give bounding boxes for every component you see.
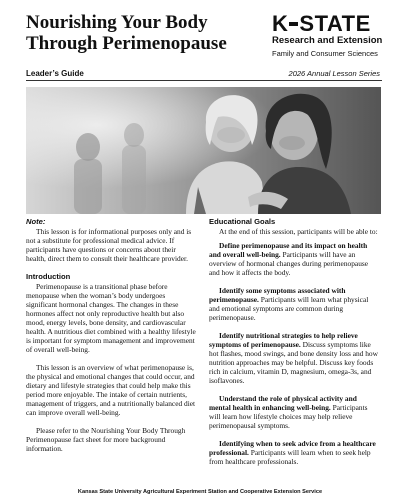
goal-text: Participants will have an overview of hormonal changes during perimenopause and how it affects the body. — [209, 250, 369, 277]
goal-title: Identify nutritional strategies to help relieve symptoms of perimenopause. — [209, 331, 358, 349]
educational-goals-heading: Educational Goals — [209, 217, 276, 226]
logo-research-extension: Research and Extension — [272, 35, 383, 46]
logo-wordmark — [272, 11, 384, 36]
goal-item — [209, 286, 379, 322]
goals-intro: At the end of this session, participants will be able to: — [219, 227, 378, 236]
logo-state: STATE — [299, 11, 371, 36]
kstate-logo — [272, 11, 384, 60]
page-title: Nourishing Your Body Through Perimenopause — [26, 12, 227, 54]
intro-paragraph-2: This lesson is an overview of what perimenopause is, the physical and emotional changes that could occur, and dietary and lifestyle strategies that could help make this period more enjoyable. The intake of certain nutrients, management of triggers, and a nutritionally balanced diet can improve overall well-being. — [26, 363, 196, 417]
right-column — [209, 217, 379, 466]
logo-k: K — [272, 11, 289, 36]
left-column — [26, 217, 196, 453]
goal-text: Participants will learn what physical and emotional symptoms are common during perimenopause. — [209, 295, 369, 322]
goal-text: Participants will learn when to seek help from healthcare professionals. — [209, 448, 371, 466]
goal-text: Discuss symptoms like hot flashes, mood swings, and bone density loss and how nutrition approaches may be helpful. Discuss key foods rich in calcium, vitamin D, magnesium, omega-3s, and isoflavones. — [209, 340, 378, 385]
note-text: This lesson is for informational purposes only and is not a substitute for professional medical advice. If participants have questions or concerns about their health, direct them to consult their healthcare provider. — [26, 227, 192, 263]
header-divider — [26, 80, 382, 81]
intro-paragraph-3: Please refer to the Nourishing Your Body Through Perimenopause fact sheet for more background information. — [26, 426, 186, 453]
goal-title: Identify some symptoms associated with perimenopause. — [209, 286, 346, 304]
goal-title: Understand the role of physical activity and mental health in enhancing well-being. — [209, 394, 357, 412]
note-heading: Note: — [26, 217, 46, 226]
intro-paragraph-1: Perimenopause is a transitional phase before menopause when the woman’s body undergoes significant hormonal changes. The changes in these hormones affect not only reproductive health but also mood, energy levels, bone density, and cardiovascular health. A nutritious diet combined with a healthy lifestyle is important for symptom management and improvement of overall well-being. — [26, 282, 196, 354]
introduction-heading: Introduction — [26, 272, 71, 281]
logo-family-consumer-sciences: Family and Consumer Sciences — [272, 49, 378, 58]
goal-item — [209, 439, 379, 466]
goal-title: Define perimenopause and its impact on health and overall well-being. — [209, 241, 368, 259]
photo-two-women-icon — [26, 87, 381, 214]
goal-title: Identifying when to seek advice from a healthcare professional. — [209, 439, 376, 457]
goal-item — [209, 394, 379, 430]
hero-photo — [26, 87, 381, 214]
goal-item — [209, 241, 379, 277]
goal-item — [209, 331, 379, 385]
leaders-guide-label: Leader’s Guide — [26, 69, 84, 78]
logo-dash — [289, 22, 298, 26]
footer-text: Kansas State University Agricultural Experiment Station and Cooperative Extension Service — [77, 489, 323, 495]
goal-text: Participants will learn how lifestyle choices may help relieve perimenopausal symptoms. — [209, 403, 368, 430]
series-label: 2026 Annual Lesson Series — [288, 69, 380, 78]
